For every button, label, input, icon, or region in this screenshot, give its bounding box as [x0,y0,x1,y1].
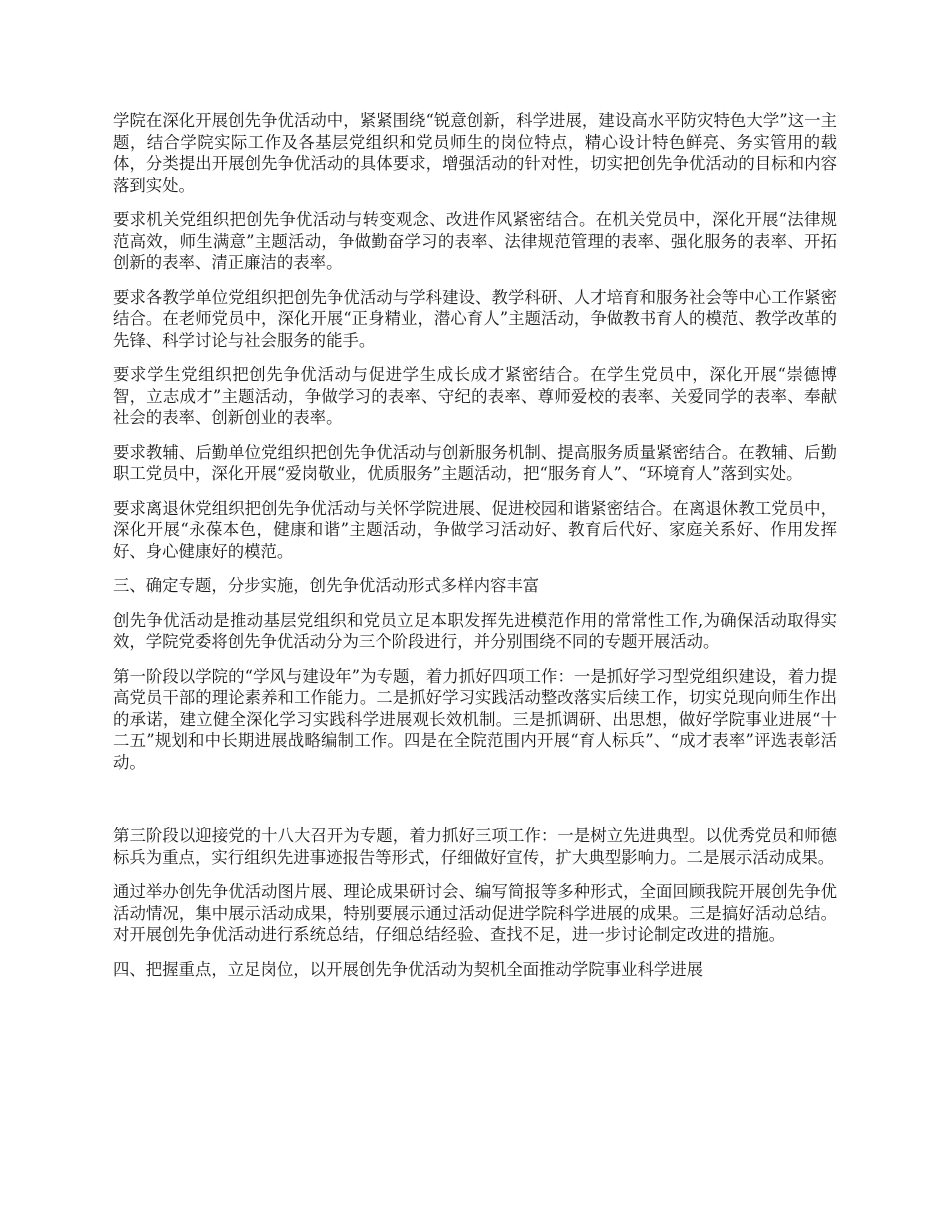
paragraph-intro: 学院在深化开展创先争优活动中，紧紧围绕“锐意创新，科学进展，建设高水平防灾特色大学”这一主题，结合学院实际工作及各基层党组织和党员师生的岗位特点，精心设计特色鲜亮、务实管用的载体，分类提出开展创先争优活动的具体要求，增强活动的针对性，切实把创先争优活动的目标和内容落到实处。 [113,111,837,195]
paragraph-retirees: 要求离退休党组织把创先争优活动与关怀学院进展、促进校园和谐紧密结合。在离退休教工党员中，深化开展“永葆本色，健康和谐”主题活动，争做学习活动好、教育后代好、家庭关系好、作用发挥好、身心健康好的模范。 [113,498,837,561]
section-heading-3: 三、确定专题，分步实施，创先争优活动形式多样内容丰富 [113,576,540,595]
paragraph-three-stages: 创先争优活动是推动基层党组织和党员立足本职发挥先进模范作用的常常性工作,为确保活动取得实效，学院党委将创先争优活动分为三个阶段进行，并分别围绕不同的专题开展活动。 [113,610,837,651]
paragraph-logistics: 要求教辅、后勤单位党组织把创先争优活动与创新服务机制、提高服务质量紧密结合。在教辅、后勤职工党员中，深化开展“爱岗敬业，优质服务”主题活动，把“服务育人”、“环境育人”落到实处。 [113,442,837,483]
paragraph-student-party: 要求学生党组织把创先争优活动与促进学生成长成才紧密结合。在学生党员中，深化开展“崇德博智，立志成才”主题活动，争做学习的表率、守纪的表率、尊师爱校的表率、关爱同学的表率、奉献社会的表率、创新创业的表率。 [113,365,837,427]
section-heading-4: 四、把握重点，立足岗位，以开展创先争优活动为契机全面推动学院事业科学进展 [113,959,704,979]
blank-gap [113,786,837,825]
paragraph-showcase: 通过举办创先争优活动图片展、理论成果研讨会、编写简报等多种形式，全面回顾我院开展创先争优活动情况，集中展示活动成果，特别要展示通过活动促进学院科学进展的成果。三是搞好活动总结。对开展创先争优活动进行系统总结，仔细总结经验、查找不足，进一步讨论制定改进的措施。 [113,882,837,944]
paragraph-organ-party: 要求机关党组织把创先争优活动与转变观念、改进作风紧密结合。在机关党员中，深化开展“法律规范高效，师生满意”主题活动，争做勤奋学习的表率、法律规范管理的表率、强化服务的表率、开拓创新的表率、清正廉洁的表率。 [113,210,837,272]
document-page [113,110,837,993]
paragraph-teaching-units: 要求各教学单位党组织把创先争优活动与学科建设、教学科研、人才培育和服务社会等中心工作紧密结合。在老师党员中，深化开展“正身精业，潜心育人”主题活动，争做教书育人的模范、教学改革的先锋、科学讨论与社会服务的能手。 [113,287,837,350]
paragraph-stage-three: 第三阶段以迎接党的十八大召开为专题，着力抓好三项工作：一是树立先进典型。以优秀党员和师德标兵为重点，实行组织先进事迹报告等形式，仔细做好宣传，扩大典型影响力。二是展示活动成果。 [113,826,837,867]
paragraph-stage-one: 第一阶段以学院的“学风与建设年”为专题，着力抓好四项工作：一是抓好学习型党组织建设，着力提高党员干部的理论素养和工作能力。二是抓好学习实践活动整改落实后续工作，切实兑现向师生作出的承诺，建立健全深化学习实践科学进展观长效机制。三是抓调研、出思想，做好学院事业进展“十二五”规划和中长期进展战略编制工作。四是在全院范围内开展“育人标兵”、“成才表率”评选表彰活动。 [113,666,837,772]
